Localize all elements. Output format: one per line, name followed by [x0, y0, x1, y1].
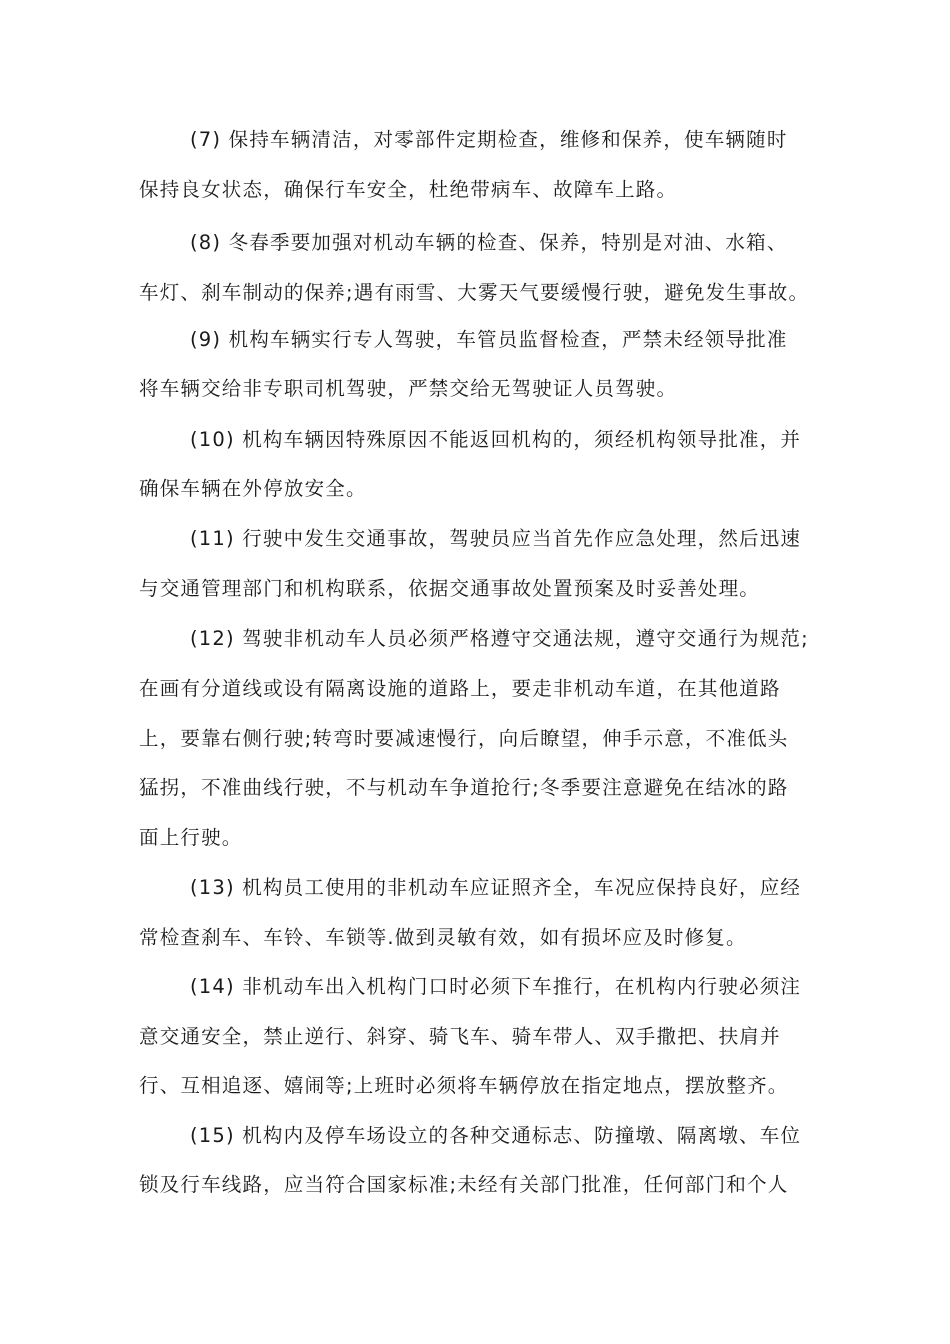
paragraph-12-line-1: (12) 驾驶非机动车人员必须严格遵守交通法规，遵守交通行为规范;: [190, 627, 809, 650]
paragraph-12-line-4: 猛拐，不准曲线行驶，不与机动车争道抢行;冬季要注意避免在结冰的路: [139, 776, 789, 799]
paragraph-14-line-2: 意交通安全，禁止逆行、斜穿、骑飞车、骑车带人、双手撒把、扶肩并: [139, 1025, 781, 1048]
paragraph-8-line-2: 车灯、刹车制动的保养;遇有雨雪、大雾天气要缓慢行驶，避免发生事故。: [139, 281, 810, 304]
paragraph-12-line-5: 面上行驶。: [139, 826, 243, 849]
paragraph-12-line-3: 上，要靠右侧行驶;转弯时要减速慢行，向后瞭望，伸手示意，不准低头: [139, 727, 789, 750]
paragraph-13-line-2: 常检查刹车、车铃、车锁等.做到灵敏有效，如有损坏应及时修复。: [139, 926, 747, 949]
paragraph-11-line-1: (11) 行驶中发生交通事故，驾驶员应当首先作应急处理，然后迅速: [190, 527, 802, 550]
paragraph-7-line-2: 保持良女状态，确保行车安全，杜绝带病车、故障车上路。: [139, 178, 678, 201]
paragraph-15-line-2: 锁及行车线路，应当符合国家标准;未经有关部门批准，任何部门和个人: [139, 1173, 789, 1196]
paragraph-15-line-1: (15) 机构内及停车场设立的各种交通标志、防撞墩、隔离墩、车位: [190, 1124, 802, 1147]
paragraph-9-line-2: 将车辆交给非专职司机驾驶，严禁交给无驾驶证人员驾驶。: [139, 377, 678, 400]
paragraph-13-line-1: (13) 机构员工使用的非机动车应证照齐全，车况应保持良好，应经: [190, 876, 802, 899]
paragraph-11-line-2: 与交通管理部门和机构联系，依据交通事故处置预案及时妥善处理。: [139, 577, 761, 600]
paragraph-7-line-1: (7) 保持车辆清洁，对零部件定期检查，维修和保养，使车辆随时: [190, 128, 788, 151]
paragraph-8-line-1: (8) 冬春季要加强对机动车辆的检查、保养，特别是对油、水箱、: [190, 231, 788, 254]
paragraph-10-line-2: 确保车辆在外停放安全。: [139, 477, 367, 500]
paragraph-12-line-2: 在画有分道线或设有隔离设施的道路上，要走非机动车道，在其他道路: [139, 677, 781, 700]
paragraph-14-line-3: 行、互相追逐、嬉闹等;上班时必须将车辆停放在指定地点，摆放整齐。: [139, 1074, 789, 1097]
paragraph-14-line-1: (14) 非机动车出入机构门口时必须下车推行，在机构内行驶必须注: [190, 975, 802, 998]
paragraph-9-line-1: (9) 机构车辆实行专人驾驶，车管员监督检查，严禁未经领导批准: [190, 328, 788, 351]
paragraph-10-line-1: (10) 机构车辆因特殊原因不能返回机构的，须经机构领导批准，并: [190, 428, 802, 451]
